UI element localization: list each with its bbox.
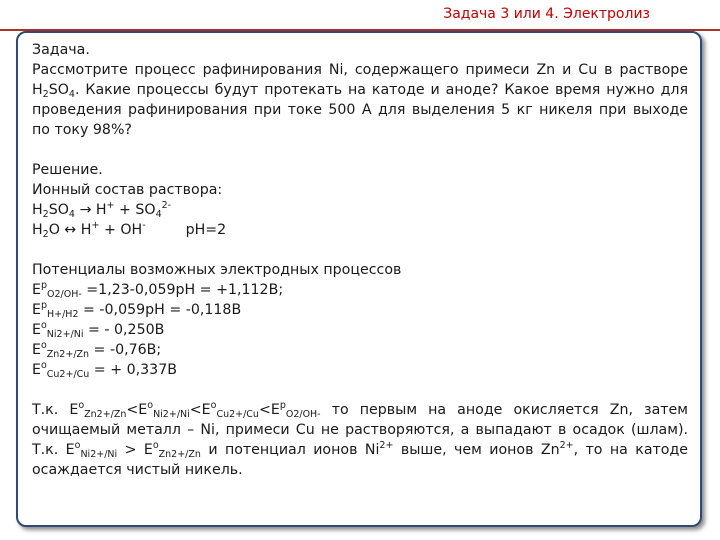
potentials-heading: Потенциалы возможных электродных процессов: [32, 262, 402, 278]
conclusion-line-4: осаждается чистый никель.: [32, 462, 243, 478]
potential-row: $E^o_{Ni2+/Ni}$ = - 0,250В: [32, 320, 165, 340]
task-line-2: $H_2SO_4$. Какие процессы будут протекать на катоде и аноде? Какое время нужно для: [32, 82, 688, 100]
ph-value: pH=2: [185, 222, 227, 238]
potential-row: $E^o_{Zn2+/Zn} = -0,76В$;: [32, 340, 162, 360]
task-line-1: Рассмотрите процесс рафинирования Ni, содержащего примеси Zn и Cu в растворе: [32, 62, 688, 78]
slide-title: Задача 3 или 4. Электролиз: [443, 6, 650, 22]
slide-content: [32, 40, 688, 480]
dissociation-equation-water: $H_2O$ ↔ H+ + OH- pH=2: [32, 220, 227, 240]
task-line-4: по току 98%?: [32, 122, 132, 138]
task-heading: Задача.: [32, 42, 90, 58]
conclusion-line-1: Т.к. $E^o_{Zn2+/Zn}<E^o_{Ni2+/Ni}<E^o_{Cu2+/Cu}<E^p_{O2/OH-}$ то первым на аноде окисляется Zn, затем: [32, 400, 688, 420]
dissociation-equation-acid: $H_2SO_4 \to H^+ + SO_4^{2-}$: [32, 200, 172, 220]
conclusion-line-2: очищаемый металл – Ni, примеси Cu не растворяются, а выпадают в осадок (шлам).: [32, 422, 688, 438]
potential-row: $E^p_{H+/H2} = -0,059pH = -0,118В$: [32, 300, 242, 320]
solution-heading: Решение.: [32, 162, 103, 178]
task-line-3: проведения рафинирования при токе 500 А для выделения 5 кг никеля при выходе: [32, 102, 688, 118]
conclusion-line-3: Т.к. $E^o_{Ni2+/Ni} > E^o_{Zn2+/Zn}$ и потенциал ионов $Ni^{2+}$ выше, чем ионов $Zn^{2+}$, то на катоде: [32, 440, 689, 460]
ion-composition-heading: Ионный состав раствора:: [32, 182, 223, 198]
potential-row: $E^o_{Cu2+/Cu}$ = + 0,337В: [32, 360, 177, 380]
potential-row: $E^p_{O2/OH-} =1,23-0,059pH = +1,112В$;: [32, 280, 284, 300]
